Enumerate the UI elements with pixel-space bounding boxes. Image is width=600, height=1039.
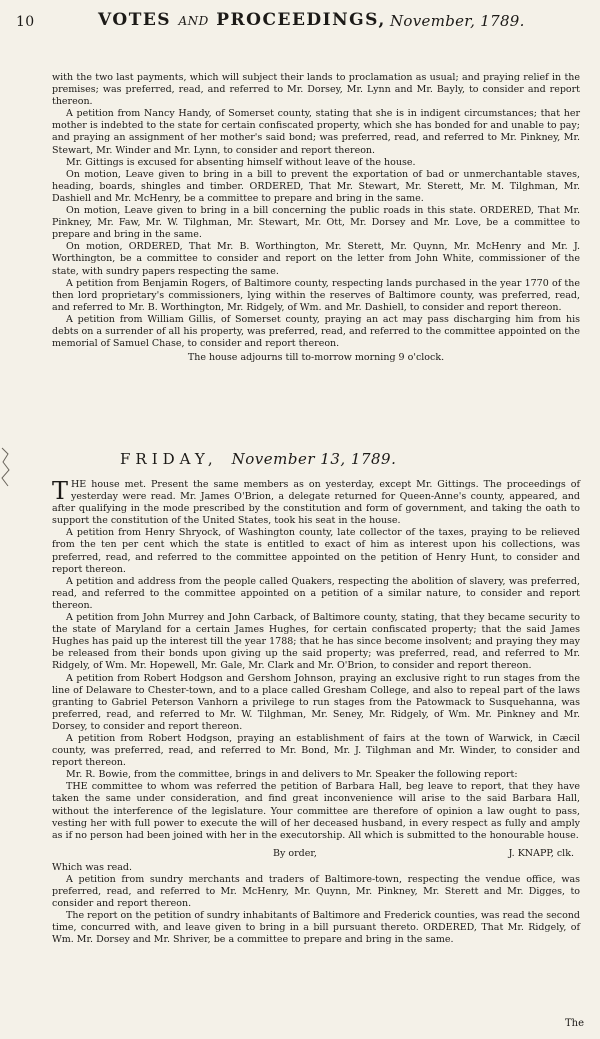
title-and: AND	[178, 14, 209, 28]
paragraph: A petition from Henry Shryock, of Washington county, late collector of the taxes, praying to be relieved from the ten per cent which the state is entitled to exact of him as interest upon his collections, was preferred, read, and referred to the committee appointed on the petition of Henry Hunt, to consider and report thereon.	[52, 527, 580, 575]
paragraph: A petition from William Gillis, of Somerset county, praying an act may pass discharging him from his debts on a surrender of all his property, was preferred, read, and referred to the committee appointed on the memorial of Samuel Chase, to consider and report thereon.	[52, 313, 580, 350]
by-order: By order,	[273, 847, 317, 859]
opening-paragraph	[52, 479, 580, 527]
proceedings-section-2	[52, 479, 580, 946]
paragraph: A petition from Robert Hodgson and Gershom Johnson, praying an exclusive right to run stages from the line of Delaware to Chester-town, and to a place called Gresham College, and also to repeal part of the laws granting to Gabriel Peterson Vanhorn a privilege to run stages from the Patowmack to Susquehanna, was preferred, read, and referred to Mr. W. Tilghman, Mr. Seney, Mr. Ridgely, of Wm. Mr. Pinkney and Mr. Dorsey, to consider and report thereon.	[52, 672, 580, 732]
paragraph: A petition from sundry merchants and traders of Baltimore-town, respecting the vendue office, was preferred, read, and referred to Mr. McHenry, Mr. Quynn, Mr. Pinkney, Mr. Sterett and Mr. Digges, to consider and report thereon.	[52, 873, 580, 910]
day-name: FRIDAY,	[120, 450, 218, 468]
paragraph: On motion, Leave given to bring in a bill to prevent the exportation of bad or unmerchantable staves, heading, boards, shingles and timber. ORDERED, That Mr. Stewart, Mr. Sterett, Mr. M. Tilghman, Mr. Dashiell and Mr. McHenry, be a committee to prepare and bring in the same.	[52, 168, 580, 204]
drop-cap: T	[52, 477, 69, 505]
committee-report: THE committee to whom was referred the petition of Barbara Hall, beg leave to report, that they have taken the same under consideration, and find great inconvenience will arise to the said Barbara Hall, without the interference of the legislature. Your committee are therefore of opinion a law ought to pass, vesting her with full power to execute the will of her deceased husband, in every respect as fully and amply as if no person had been joined with her in the executorship. All which is submitted to the honourable house.	[52, 781, 580, 841]
running-title	[98, 10, 386, 30]
title-rest: PROCEEDINGS,	[216, 10, 386, 30]
opening-text: HE house met. Present the same members as on yesterday, except Mr. Gittings. The proceedings of yesterday were read. Mr. James O'Brion, a delegate returned for Queen-Anne's county, appeared, and after qualifying in the mode prescribed by the constitution and form of government, and taking the oath to support the constitution of the United States, took his seat in the house.	[52, 479, 580, 527]
paragraph: On motion, ORDERED, That Mr. B. Worthington, Mr. Sterett, Mr. Quynn, Mr. McHenry and Mr. J. Worthington, be a committee to consider and report on the letter from John White, commissioner of the state, with sundry papers respecting the same.	[52, 241, 580, 277]
paragraph: A petition from John Murrey and John Carback, of Baltimore county, stating, that they became security to the state of Maryland for a certain James Hughes, for certain confiscated property; that the said James Hughes has paid up the interest till the year 1788; that he has since become insolvent; and praying they may be released from their bonds upon giving up the said property; was preferred, read, and referred to Mr. Ridgely, of Wm. Mr. Hopewell, Mr. Gale, Mr. Clark and Mr. O'Brion, to consider and report thereon.	[52, 612, 580, 672]
running-header	[0, 8, 600, 34]
catchword: The	[564, 1018, 584, 1029]
binding-edge-mark	[0, 440, 12, 500]
paragraph: A petition from Benjamin Rogers, of Baltimore county, respecting lands purchased in the year 1770 of the then lord proprietary's commissioners, lying within the reserves of Baltimore county, was preferred, read, and referred to Mr. B. Worthington, Mr. Ridgely, of Wm. and Mr. Dashiell, to consider and report thereon.	[52, 277, 580, 313]
paragraph: with the two last payments, which will subject their lands to proclamation as usual; and praying relief in the premises; was preferred, read, and referred to Mr. Dorsey, Mr. Lynn and Mr. Bayly, to consider and report thereon.	[52, 72, 580, 108]
paragraph: A petition and address from the people called Quakers, respecting the abolition of slavery, was preferred, read, and referred to the committee appointed on a petition of a similar nature, to consider and report thereon.	[52, 575, 580, 611]
day-date: November 13, 1789.	[231, 450, 397, 468]
page-number: 10	[16, 14, 35, 30]
report-signoff	[52, 845, 580, 862]
day-heading	[120, 450, 520, 468]
paragraph: Mr. Gittings is excused for absenting himself without leave of the house.	[66, 156, 416, 168]
paragraph: On motion, Leave given to bring in a bill concerning the public roads in this state. ORDERED, That Mr. Pinkney, Mr. Faw, Mr. W. Tilghman, Mr. Stewart, Mr. Ott, Mr. Dorsey and Mr. Love, be a committee to prepare and bring in the same.	[52, 205, 580, 241]
adjournment-line: The house adjourns till to-morrow morning 9 o'clock.	[187, 352, 445, 364]
paragraph: A petition from Robert Hodgson, praying an establishment of fairs at the town of Warwick, in Cæcil county, was preferred, read, and referred to Mr. Bond, Mr. J. Tilghman and Mr. Winder, to consider and report thereon.	[52, 732, 580, 769]
title-main: VOTES	[98, 10, 172, 30]
header-date: November, 1789.	[390, 12, 525, 30]
paragraph: Which was read.	[52, 861, 132, 873]
clerk-name: J. KNAPP, clk.	[508, 847, 574, 859]
paragraph: Mr. R. Bowie, from the committee, brings in and delivers to Mr. Speaker the following report:	[66, 769, 518, 781]
paragraph: A petition from Nancy Handy, of Somerset county, stating that she is in indigent circumstances; that her mother is indebted to the state for certain confiscated property, which she has bonded for and unable to pay; and praying an assignment of her mother's said bond; was preferred, read, and referred to Mr. Pinkney, Mr. Stewart, Mr. Winder and Mr. Lynn, to consider and report thereon.	[52, 108, 580, 156]
proceedings-section-1	[52, 72, 580, 364]
paragraph: The report on the petition of sundry inhabitants of Baltimore and Frederick counties, was read the second time, concurred with, and leave given to bring in a bill pursuant thereto. ORDERED, That Mr. Ridgely, of Wm. Mr. Dorsey and Mr. Shriver, be a committee to prepare and bring in the same.	[52, 910, 580, 946]
